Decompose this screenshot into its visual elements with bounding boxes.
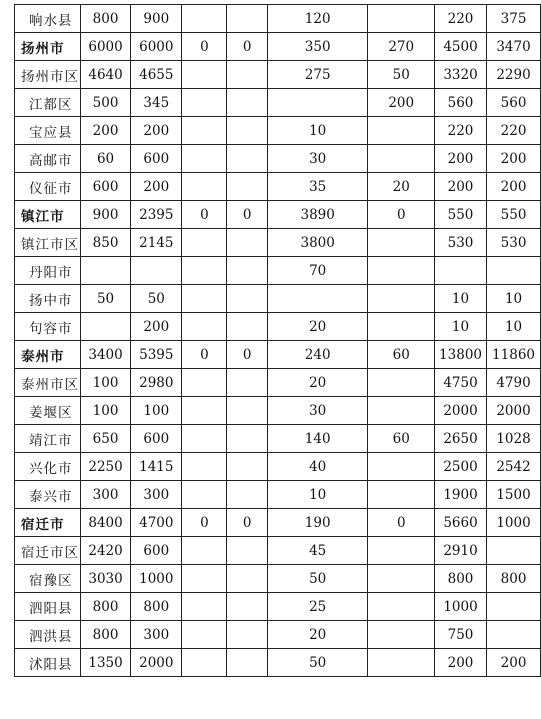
value-cell: 5395 (131, 341, 182, 369)
value-cell (487, 593, 541, 621)
region-name-cell: 仪征市 (15, 173, 81, 201)
value-cell (368, 453, 435, 481)
value-cell: 275 (267, 61, 368, 89)
table-row (15, 341, 541, 369)
table-body (15, 5, 541, 677)
value-cell (227, 285, 268, 313)
value-cell: 10 (487, 285, 541, 313)
value-cell: 0 (182, 341, 227, 369)
region-name-cell: 宿豫区 (15, 565, 81, 593)
value-cell: 1000 (434, 593, 486, 621)
value-cell (368, 481, 435, 509)
value-cell: 2250 (80, 453, 130, 481)
value-cell (487, 537, 541, 565)
value-cell: 200 (434, 649, 486, 677)
value-cell: 100 (80, 369, 130, 397)
value-cell: 2500 (434, 453, 486, 481)
value-cell: 0 (227, 33, 268, 61)
value-cell: 2420 (80, 537, 130, 565)
value-cell (368, 649, 435, 677)
value-cell: 120 (267, 5, 368, 33)
value-cell: 60 (80, 145, 130, 173)
value-cell: 50 (131, 285, 182, 313)
value-cell (182, 229, 227, 257)
value-cell: 850 (80, 229, 130, 257)
value-cell: 600 (131, 145, 182, 173)
region-name-cell: 扬州市 (15, 33, 81, 61)
value-cell: 200 (368, 89, 435, 117)
value-cell (182, 89, 227, 117)
value-cell: 13800 (434, 341, 486, 369)
table-row (15, 201, 541, 229)
value-cell: 530 (487, 229, 541, 257)
value-cell: 800 (80, 621, 130, 649)
value-cell: 800 (131, 593, 182, 621)
value-cell: 2650 (434, 425, 486, 453)
region-name-cell: 泰州市区 (15, 369, 81, 397)
region-name-cell: 沭阳县 (15, 649, 81, 677)
value-cell: 60 (368, 425, 435, 453)
region-name-cell: 响水县 (15, 5, 81, 33)
value-cell: 2000 (487, 397, 541, 425)
value-cell: 3800 (267, 229, 368, 257)
value-cell: 300 (131, 621, 182, 649)
value-cell (80, 313, 130, 341)
value-cell: 190 (267, 509, 368, 537)
table-row (15, 173, 541, 201)
value-cell (227, 5, 268, 33)
value-cell: 500 (80, 89, 130, 117)
value-cell (182, 481, 227, 509)
value-cell: 5660 (434, 509, 486, 537)
table-row (15, 145, 541, 173)
table-row (15, 313, 541, 341)
value-cell: 1000 (131, 565, 182, 593)
value-cell (182, 313, 227, 341)
value-cell (368, 537, 435, 565)
value-cell: 600 (80, 173, 130, 201)
table-row (15, 61, 541, 89)
value-cell: 200 (487, 173, 541, 201)
value-cell: 270 (368, 33, 435, 61)
value-cell: 220 (487, 117, 541, 145)
value-cell (182, 61, 227, 89)
value-cell: 70 (267, 257, 368, 285)
value-cell: 200 (487, 145, 541, 173)
value-cell (131, 257, 182, 285)
value-cell: 1000 (487, 509, 541, 537)
value-cell: 2000 (131, 649, 182, 677)
value-cell: 200 (487, 649, 541, 677)
value-cell: 550 (434, 201, 486, 229)
value-cell (182, 117, 227, 145)
value-cell: 530 (434, 229, 486, 257)
value-cell: 20 (267, 313, 368, 341)
value-cell (368, 313, 435, 341)
table-row (15, 565, 541, 593)
value-cell (182, 593, 227, 621)
value-cell: 10 (434, 285, 486, 313)
value-cell: 1350 (80, 649, 130, 677)
table-row (15, 425, 541, 453)
value-cell: 0 (227, 509, 268, 537)
value-cell: 8400 (80, 509, 130, 537)
region-name-cell: 泗阳县 (15, 593, 81, 621)
value-cell (227, 453, 268, 481)
value-cell: 350 (267, 33, 368, 61)
value-cell: 100 (80, 397, 130, 425)
region-name-cell: 宿迁市区 (15, 537, 81, 565)
value-cell: 50 (368, 61, 435, 89)
value-cell: 60 (368, 341, 435, 369)
value-cell: 1900 (434, 481, 486, 509)
value-cell (368, 369, 435, 397)
region-name-cell: 姜堰区 (15, 397, 81, 425)
value-cell: 200 (131, 313, 182, 341)
table-row (15, 257, 541, 285)
value-cell: 800 (80, 5, 130, 33)
value-cell (368, 229, 435, 257)
value-cell: 200 (131, 117, 182, 145)
value-cell: 345 (131, 89, 182, 117)
value-cell: 11860 (487, 341, 541, 369)
value-cell (227, 145, 268, 173)
value-cell (227, 565, 268, 593)
value-cell: 6000 (80, 33, 130, 61)
value-cell: 4700 (131, 509, 182, 537)
value-cell: 240 (267, 341, 368, 369)
value-cell (182, 453, 227, 481)
value-cell: 30 (267, 145, 368, 173)
value-cell (182, 397, 227, 425)
value-cell: 0 (182, 509, 227, 537)
value-cell (368, 593, 435, 621)
value-cell: 45 (267, 537, 368, 565)
value-cell: 4640 (80, 61, 130, 89)
table-row (15, 649, 541, 677)
value-cell: 3470 (487, 33, 541, 61)
value-cell: 0 (182, 201, 227, 229)
value-cell: 220 (434, 5, 486, 33)
value-cell (182, 257, 227, 285)
value-cell: 50 (80, 285, 130, 313)
value-cell (182, 173, 227, 201)
value-cell: 3320 (434, 61, 486, 89)
value-cell: 50 (267, 649, 368, 677)
value-cell: 0 (227, 341, 268, 369)
value-cell: 2000 (434, 397, 486, 425)
value-cell: 1500 (487, 481, 541, 509)
value-cell (227, 173, 268, 201)
value-cell (227, 229, 268, 257)
value-cell (368, 285, 435, 313)
region-name-cell: 靖江市 (15, 425, 81, 453)
region-name-cell: 镇江市区 (15, 229, 81, 257)
value-cell: 600 (131, 425, 182, 453)
value-cell (368, 145, 435, 173)
value-cell: 1415 (131, 453, 182, 481)
region-name-cell: 扬中市 (15, 285, 81, 313)
value-cell: 600 (131, 537, 182, 565)
value-cell (182, 145, 227, 173)
value-cell: 220 (434, 117, 486, 145)
value-cell: 6000 (131, 33, 182, 61)
table-row (15, 509, 541, 537)
region-name-cell: 兴化市 (15, 453, 81, 481)
value-cell (182, 369, 227, 397)
value-cell: 2910 (434, 537, 486, 565)
value-cell (227, 593, 268, 621)
value-cell (434, 257, 486, 285)
value-cell: 2290 (487, 61, 541, 89)
value-cell: 650 (80, 425, 130, 453)
value-cell: 25 (267, 593, 368, 621)
table-row (15, 117, 541, 145)
value-cell: 200 (80, 117, 130, 145)
table-row (15, 229, 541, 257)
value-cell: 800 (487, 565, 541, 593)
value-cell: 2395 (131, 201, 182, 229)
value-cell (182, 285, 227, 313)
data-table (14, 4, 541, 677)
value-cell (80, 257, 130, 285)
table-row (15, 5, 541, 33)
value-cell (182, 425, 227, 453)
value-cell: 3030 (80, 565, 130, 593)
value-cell (227, 649, 268, 677)
region-name-cell: 江都区 (15, 89, 81, 117)
region-name-cell: 镇江市 (15, 201, 81, 229)
value-cell: 140 (267, 425, 368, 453)
table-row (15, 397, 541, 425)
value-cell (227, 257, 268, 285)
table-row (15, 33, 541, 61)
value-cell: 10 (487, 313, 541, 341)
value-cell (368, 565, 435, 593)
value-cell (227, 313, 268, 341)
value-cell: 200 (131, 173, 182, 201)
value-cell: 10 (267, 117, 368, 145)
region-name-cell: 丹阳市 (15, 257, 81, 285)
value-cell: 300 (80, 481, 130, 509)
value-cell (227, 481, 268, 509)
table-row (15, 537, 541, 565)
region-name-cell: 泗洪县 (15, 621, 81, 649)
value-cell: 375 (487, 5, 541, 33)
value-cell: 200 (434, 145, 486, 173)
value-cell (368, 397, 435, 425)
value-cell (487, 257, 541, 285)
value-cell: 560 (487, 89, 541, 117)
value-cell: 50 (267, 565, 368, 593)
value-cell (487, 621, 541, 649)
region-name-cell: 泰州市 (15, 341, 81, 369)
value-cell (182, 649, 227, 677)
value-cell (227, 369, 268, 397)
value-cell: 2542 (487, 453, 541, 481)
value-cell: 0 (227, 201, 268, 229)
value-cell (182, 565, 227, 593)
value-cell (227, 621, 268, 649)
value-cell: 3890 (267, 201, 368, 229)
value-cell (227, 89, 268, 117)
value-cell (368, 621, 435, 649)
region-name-cell: 泰兴市 (15, 481, 81, 509)
region-name-cell: 宝应县 (15, 117, 81, 145)
table-row (15, 593, 541, 621)
value-cell (267, 89, 368, 117)
value-cell: 2145 (131, 229, 182, 257)
value-cell: 3400 (80, 341, 130, 369)
value-cell: 0 (368, 509, 435, 537)
table-row (15, 369, 541, 397)
value-cell: 0 (182, 33, 227, 61)
value-cell: 10 (267, 481, 368, 509)
value-cell (267, 285, 368, 313)
value-cell (368, 5, 435, 33)
region-name-cell: 句容市 (15, 313, 81, 341)
value-cell: 4750 (434, 369, 486, 397)
value-cell: 0 (368, 201, 435, 229)
value-cell: 800 (80, 593, 130, 621)
table-row (15, 89, 541, 117)
value-cell (182, 5, 227, 33)
value-cell: 200 (434, 173, 486, 201)
value-cell: 20 (267, 621, 368, 649)
table-row (15, 481, 541, 509)
value-cell: 300 (131, 481, 182, 509)
value-cell: 750 (434, 621, 486, 649)
value-cell: 4655 (131, 61, 182, 89)
value-cell: 900 (131, 5, 182, 33)
value-cell: 20 (267, 369, 368, 397)
value-cell: 560 (434, 89, 486, 117)
table-row (15, 453, 541, 481)
value-cell: 2980 (131, 369, 182, 397)
region-name-cell: 高邮市 (15, 145, 81, 173)
value-cell (227, 425, 268, 453)
table-row (15, 621, 541, 649)
region-name-cell: 扬州市区 (15, 61, 81, 89)
value-cell (227, 537, 268, 565)
value-cell (368, 117, 435, 145)
value-cell: 35 (267, 173, 368, 201)
value-cell: 800 (434, 565, 486, 593)
region-name-cell: 宿迁市 (15, 509, 81, 537)
value-cell: 550 (487, 201, 541, 229)
value-cell: 20 (368, 173, 435, 201)
value-cell: 4790 (487, 369, 541, 397)
value-cell (227, 397, 268, 425)
value-cell: 10 (434, 313, 486, 341)
value-cell: 30 (267, 397, 368, 425)
value-cell: 100 (131, 397, 182, 425)
value-cell: 900 (80, 201, 130, 229)
value-cell (182, 621, 227, 649)
value-cell (227, 61, 268, 89)
value-cell: 40 (267, 453, 368, 481)
value-cell (182, 537, 227, 565)
value-cell (227, 117, 268, 145)
value-cell: 1028 (487, 425, 541, 453)
table-row (15, 285, 541, 313)
value-cell (368, 257, 435, 285)
value-cell: 4500 (434, 33, 486, 61)
